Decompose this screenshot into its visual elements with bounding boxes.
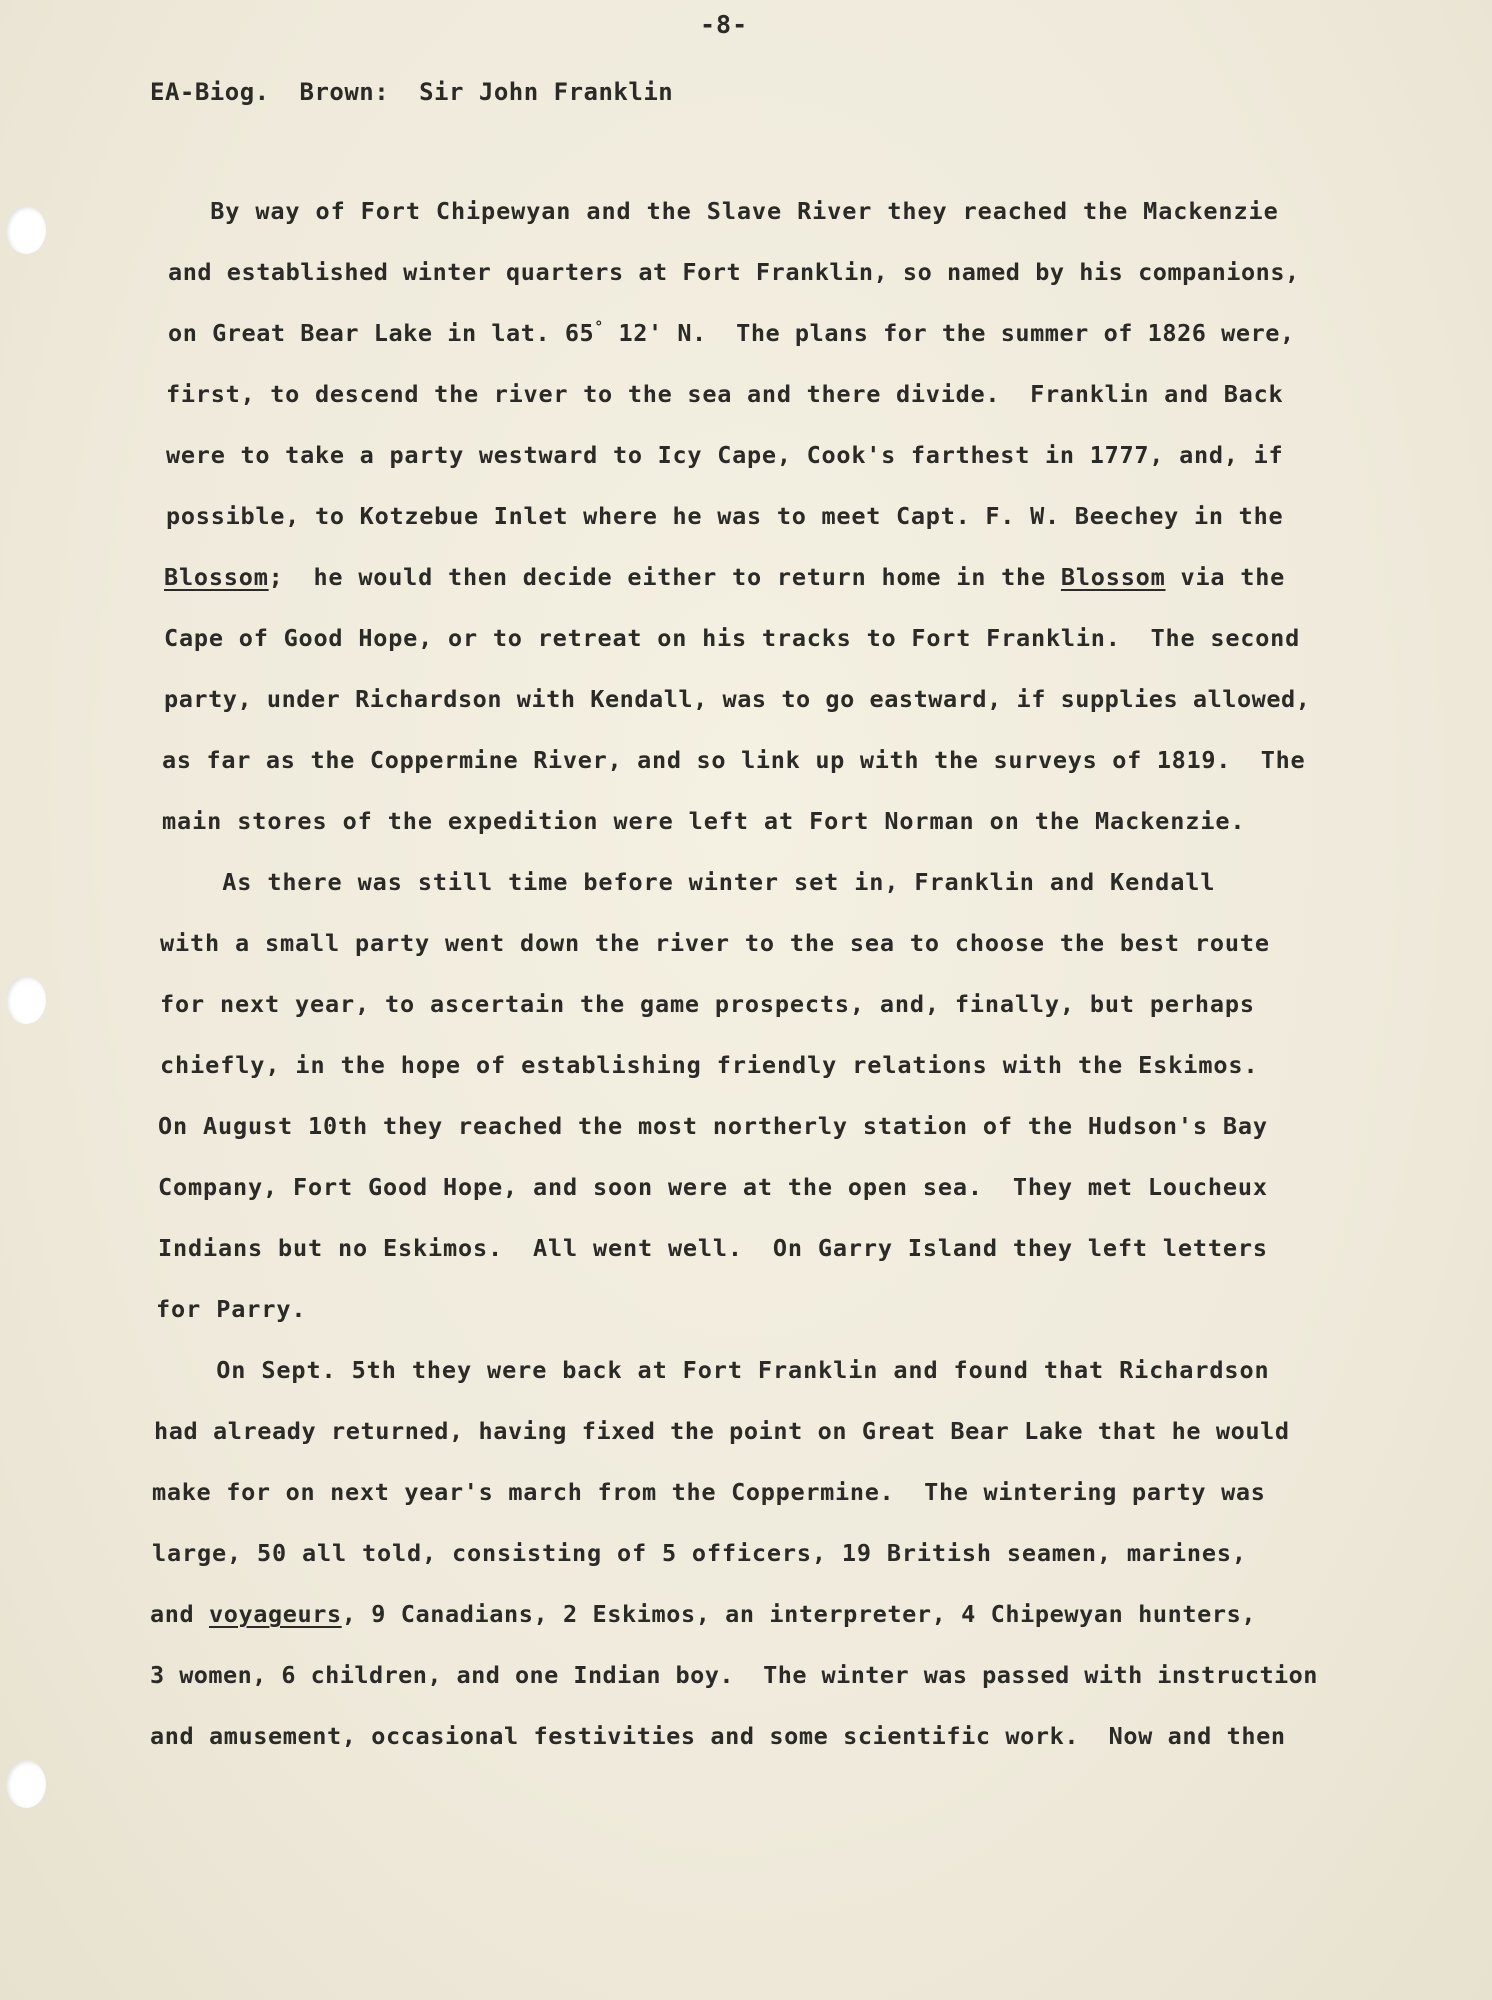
- text-line: were to take a party westward to Icy Cape, Cook's farthest in 1777, and, if: [166, 441, 1284, 469]
- text-line: on Great Bear Lake in lat. 65° 12' N. The plans for the summer of 1826 were,: [168, 318, 1295, 347]
- text-line: and established winter quarters at Fort Franklin, so named by his companions,: [168, 258, 1300, 286]
- text-line: large, 50 all told, consisting of 5 officers, 19 British seamen, marines,: [152, 1539, 1247, 1567]
- text-line: party, under Richardson with Kendall, was to go eastward, if supplies allowed,: [164, 685, 1311, 713]
- text-line: for Parry.: [156, 1295, 307, 1323]
- text-line: Company, Fort Good Hope, and soon were at the open sea. They met Loucheux: [158, 1173, 1268, 1201]
- text-line: 3 women, 6 children, and one Indian boy. The winter was passed with instruction: [150, 1661, 1318, 1689]
- text-line: first, to descend the river to the sea and there divide. Franklin and Back: [166, 380, 1284, 408]
- text-line: Cape of Good Hope, or to retreat on his tracks to Fort Franklin. The second: [164, 624, 1301, 652]
- text-line: chiefly, in the hope of establishing friendly relations with the Eskimos.: [160, 1051, 1259, 1079]
- text-line: On Sept. 5th they were back at Fort Franklin and found that Richardson: [156, 1356, 1270, 1384]
- text-line: As there was still time before winter set in, Franklin and Kendall: [162, 868, 1216, 896]
- text-line: Blossom; he would then decide either to return home in the Blossom via the: [164, 563, 1286, 591]
- text-line: had already returned, having fixed the point on Great Bear Lake that he would: [154, 1417, 1290, 1445]
- text-line: make for on next year's march from the Coppermine. The wintering party was: [152, 1478, 1266, 1506]
- text-line: and voyageurs, 9 Canadians, 2 Eskimos, an interpreter, 4 Chipewyan hunters,: [150, 1600, 1257, 1628]
- text-line: possible, to Kotzebue Inlet where he was to meet Capt. F. W. Beechey in the: [166, 502, 1284, 530]
- text-line: and amusement, occasional festivities and some scientific work. Now and then: [150, 1722, 1286, 1750]
- document-header: EA-Biog. Brown: Sir John Franklin: [150, 78, 674, 106]
- text-line: main stores of the expedition were left at Fort Norman on the Mackenzie.: [162, 807, 1246, 835]
- text-line: By way of Fort Chipewyan and the Slave River they reached the Mackenzie: [150, 197, 1279, 225]
- page-number: -8-: [700, 10, 749, 39]
- text-line: Indians but no Eskimos. All went well. On Garry Island they left letters: [158, 1234, 1268, 1262]
- text-line: for next year, to ascertain the game prospects, and, finally, but perhaps: [160, 990, 1255, 1018]
- text-line: as far as the Coppermine River, and so link up with the surveys of 1819. The: [162, 746, 1306, 774]
- text-line: with a small party went down the river to the sea to choose the best route: [160, 929, 1270, 957]
- text-line: On August 10th they reached the most northerly station of the Hudson's Bay: [158, 1112, 1268, 1140]
